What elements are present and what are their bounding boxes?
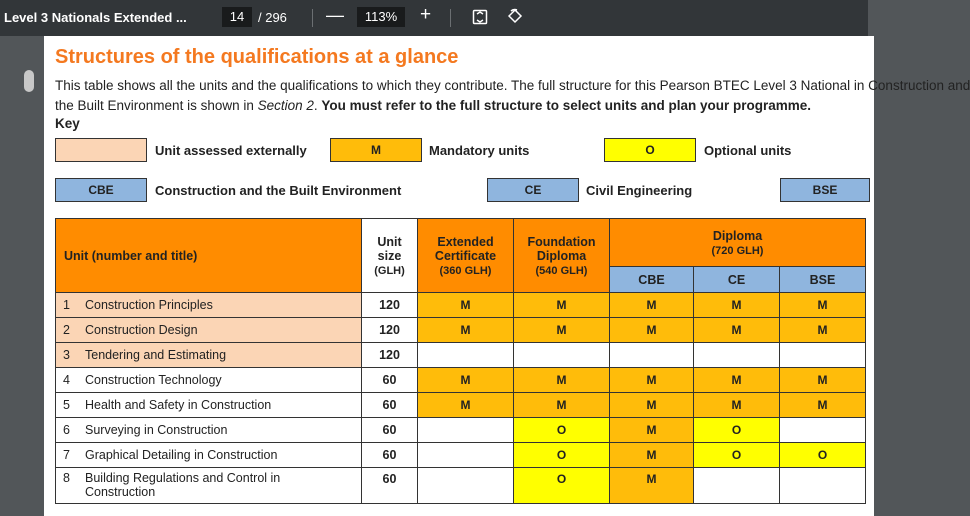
header-extended-certificate — [418, 219, 514, 293]
unit-rows — [56, 293, 866, 504]
unit-size: 120 — [362, 318, 418, 343]
cell-bse: M — [780, 318, 866, 343]
document-title: Level 3 Nationals Extended ... — [4, 10, 187, 25]
key-label-mandatory: Mandatory units — [429, 143, 530, 158]
cell-bse — [780, 468, 866, 504]
section-reference: Section 2 — [257, 98, 314, 113]
header-found-line-1: Foundation — [527, 234, 596, 249]
cell-ce: O — [694, 443, 780, 468]
cell-found: O — [514, 468, 610, 504]
cell-ext: M — [418, 293, 514, 318]
units-table — [55, 218, 866, 504]
key-label-ce: Civil Engineering — [586, 183, 693, 198]
zoom-in-button[interactable]: + — [420, 4, 432, 25]
cell-ce: M — [694, 393, 780, 418]
key-swatch-bse: BSE — [780, 178, 870, 202]
unit-size: 60 — [362, 393, 418, 418]
intro-line-1: This table shows all the units and the qualifications to which they contribute. The full structure for this Pearson BTEC Level 3 National in Construction and — [55, 78, 970, 93]
unit-title: Graphical Detailing in Construction — [85, 448, 278, 462]
unit-title-cell — [56, 418, 362, 443]
cell-ext — [418, 468, 514, 504]
cell-cbe: M — [610, 368, 694, 393]
cell-ce: M — [694, 368, 780, 393]
unit-title-cell — [56, 393, 362, 418]
unit-title: Construction Technology — [85, 373, 222, 387]
cell-found: M — [514, 318, 610, 343]
zoom-out-button[interactable]: — — [326, 5, 344, 25]
unit-size: 60 — [362, 368, 418, 393]
header-cbe: CBE — [610, 267, 694, 293]
unit-title: Health and Safety in Construction — [85, 398, 272, 412]
cell-ext — [418, 443, 514, 468]
pdf-toolbar — [0, 0, 868, 36]
unit-size: 60 — [362, 418, 418, 443]
unit-size: 60 — [362, 468, 418, 504]
header-ext-line-3: (360 GLH) — [439, 264, 492, 277]
unit-title: Construction Principles — [85, 298, 213, 312]
cell-ce: O — [694, 418, 780, 443]
cell-bse: M — [780, 368, 866, 393]
intro-line-2-bold: You must refer to the full structure to select units and plan your programme. — [321, 98, 811, 113]
cell-ce: M — [694, 318, 780, 343]
unit-size: 60 — [362, 443, 418, 468]
page-number-input[interactable]: 14 — [222, 7, 252, 27]
header-diploma — [610, 219, 866, 267]
cell-found: O — [514, 418, 610, 443]
zoom-level-input[interactable]: 113% — [357, 7, 405, 27]
table-row — [56, 343, 866, 368]
unit-size: 120 — [362, 293, 418, 318]
cell-found — [514, 343, 610, 368]
cell-bse: O — [780, 443, 866, 468]
cell-bse — [780, 418, 866, 443]
cell-bse: M — [780, 393, 866, 418]
key-swatch-optional: O — [604, 138, 696, 162]
unit-title-cell — [56, 343, 362, 368]
scrollbar-thumb[interactable] — [24, 70, 34, 92]
unit-number: 8 — [63, 471, 70, 485]
header-unit-size — [362, 219, 418, 293]
cell-ce — [694, 343, 780, 368]
header-unit: Unit (number and title) — [56, 219, 362, 293]
unit-number: 7 — [63, 448, 70, 462]
header-size-line-3: (GLH) — [374, 264, 405, 277]
cell-ext: M — [418, 368, 514, 393]
unit-number: 5 — [63, 398, 70, 412]
cell-ce — [694, 468, 780, 504]
cell-cbe: M — [610, 318, 694, 343]
page-heading: Structures of the qualifications at a glance — [55, 46, 459, 68]
unit-title: Tendering and Estimating — [85, 348, 227, 362]
header-dip-line-2: (720 GLH) — [711, 244, 764, 257]
unit-title: Construction Design — [85, 323, 198, 337]
unit-title-line-2: Construction — [85, 485, 156, 499]
table-row — [56, 293, 866, 318]
cell-ext — [418, 418, 514, 443]
fit-page-icon[interactable] — [472, 9, 488, 25]
header-bse: BSE — [780, 267, 866, 293]
header-size-line-2: size — [377, 248, 402, 263]
intro-line-2-start: the Built Environment is shown in — [55, 98, 258, 113]
unit-title-cell — [56, 468, 362, 504]
header-ce: CE — [694, 267, 780, 293]
cell-cbe: M — [610, 293, 694, 318]
unit-number: 1 — [63, 298, 70, 312]
toolbar-divider — [450, 9, 451, 27]
cell-ext: M — [418, 393, 514, 418]
cell-found: O — [514, 443, 610, 468]
table-row — [56, 318, 866, 343]
unit-title: Surveying in Construction — [85, 423, 228, 437]
key-label-optional: Optional units — [704, 143, 792, 158]
unit-title-cell — [56, 293, 362, 318]
header-dip-line-1: Diploma — [712, 228, 763, 243]
unit-number: 4 — [63, 373, 70, 387]
key-label-cbe: Construction and the Built Environment — [155, 183, 402, 198]
header-size-line-1: Unit — [377, 234, 402, 249]
cell-found: M — [514, 368, 610, 393]
key-swatch-cbe: CBE — [55, 178, 147, 202]
key-label-external: Unit assessed externally — [155, 143, 307, 158]
toolbar-divider — [312, 9, 313, 27]
cell-ext — [418, 343, 514, 368]
cell-cbe: M — [610, 468, 694, 504]
key-title: Key — [55, 116, 80, 131]
unit-title-cell — [56, 318, 362, 343]
header-found-line-3: (540 GLH) — [535, 264, 588, 277]
table-row — [56, 393, 866, 418]
intro-line-2-mid: . — [313, 98, 322, 113]
unit-title: Building Regulations and Control in — [85, 471, 281, 485]
unit-number: 3 — [63, 348, 70, 362]
unit-number: 6 — [63, 423, 70, 437]
cell-bse — [780, 343, 866, 368]
cell-found: M — [514, 393, 610, 418]
cell-ext: M — [418, 318, 514, 343]
cell-bse: M — [780, 293, 866, 318]
cell-ce: M — [694, 293, 780, 318]
header-foundation-diploma — [514, 219, 610, 293]
rotate-icon[interactable] — [506, 8, 524, 26]
table-row — [56, 368, 866, 393]
cell-cbe: M — [610, 443, 694, 468]
cell-cbe: M — [610, 393, 694, 418]
header-ext-line-1: Extended — [437, 234, 494, 249]
header-ext-line-2: Certificate — [434, 248, 497, 263]
cell-found: M — [514, 293, 610, 318]
unit-size: 120 — [362, 343, 418, 368]
intro-paragraph — [55, 76, 970, 116]
cell-cbe — [610, 343, 694, 368]
table-row — [56, 468, 866, 504]
key-swatch-mandatory: M — [330, 138, 422, 162]
unit-number: 2 — [63, 323, 70, 337]
pdf-page — [44, 36, 970, 516]
unit-title-cell — [56, 443, 362, 468]
table-row — [56, 418, 866, 443]
page-total: / 296 — [258, 10, 287, 25]
header-found-line-2: Diploma — [536, 248, 587, 263]
cell-cbe: M — [610, 418, 694, 443]
table-row — [56, 443, 866, 468]
unit-title-cell — [56, 368, 362, 393]
key-swatch-ce: CE — [487, 178, 579, 202]
key-swatch-external — [55, 138, 147, 162]
